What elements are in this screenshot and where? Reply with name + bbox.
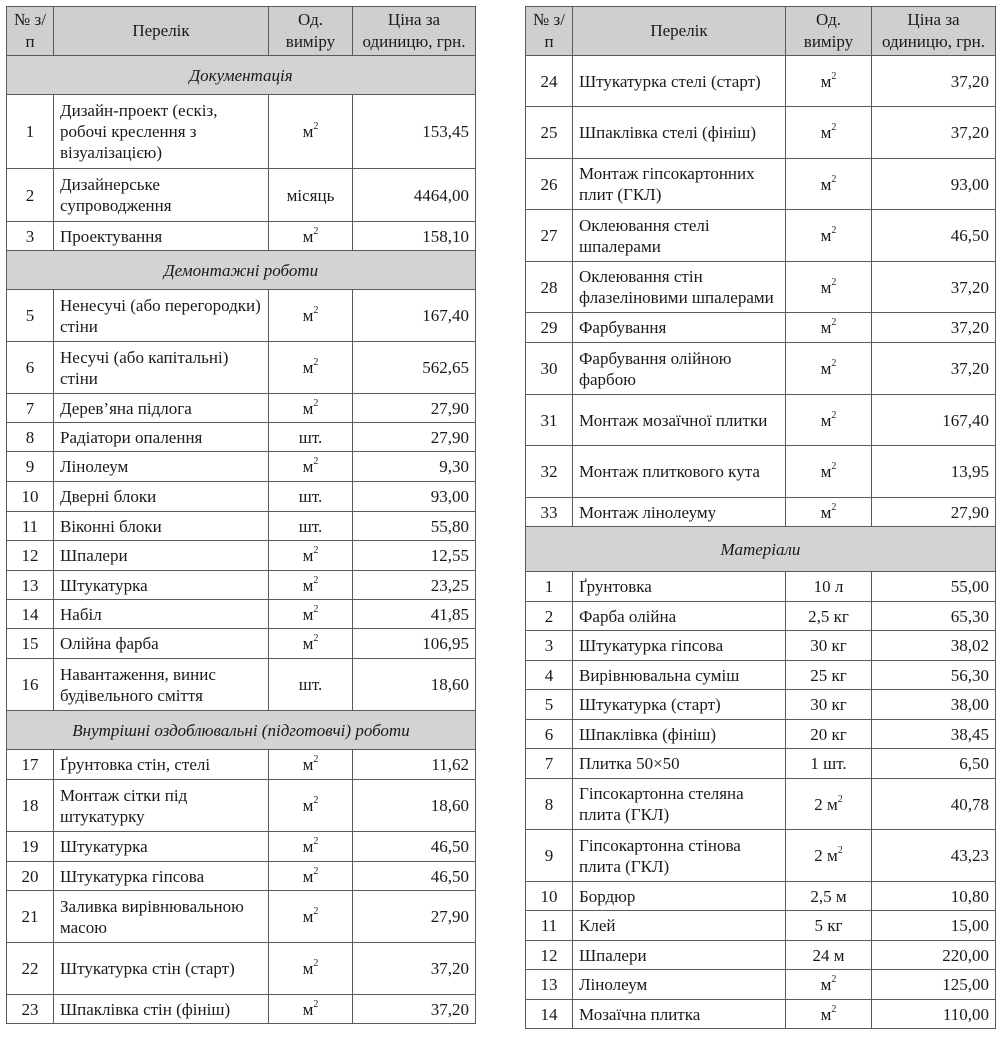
table-row [7, 600, 476, 629]
unit-price: 55,00 [872, 572, 996, 602]
table-row [7, 832, 476, 862]
table-row [7, 95, 476, 169]
row-number: 26 [526, 159, 573, 210]
item-name: Олійна фарба [54, 629, 269, 659]
table-row [7, 290, 476, 342]
unit-of-measure: $м^2$ [786, 970, 872, 1000]
row-number: 8 [526, 779, 573, 830]
table-row [7, 541, 476, 571]
section-title: Демонтажні роботи [7, 251, 476, 290]
item-name: Монтаж гіпсокартонних плит (ГКЛ) [573, 159, 786, 210]
item-name: Штукатурка [54, 571, 269, 600]
item-name: Лінолеум [573, 970, 786, 1000]
item-name: Штукатурка гіпсова [573, 631, 786, 661]
header-number: № з/п [526, 7, 573, 56]
table-row [7, 423, 476, 452]
row-number: 23 [7, 995, 54, 1024]
unit-price: 6,50 [872, 749, 996, 779]
unit-price: 106,95 [353, 629, 476, 659]
row-number: 3 [7, 222, 54, 251]
table-row [526, 446, 996, 498]
unit-price: 12,55 [353, 541, 476, 571]
unit-price: 18,60 [353, 780, 476, 832]
header-unit: Од. виміру [786, 7, 872, 56]
row-number: 9 [7, 452, 54, 482]
unit-price: 27,90 [872, 498, 996, 527]
table-row [526, 56, 996, 107]
item-name: Дверні блоки [54, 482, 269, 512]
item-name: Заливка вирівнювальною масою [54, 891, 269, 943]
row-number: 14 [7, 600, 54, 629]
item-name: Штукатурка гіпсова [54, 862, 269, 891]
unit-price: 46,50 [353, 862, 476, 891]
item-name: Віконні блоки [54, 512, 269, 541]
unit-price: 93,00 [353, 482, 476, 512]
unit-price: 27,90 [353, 423, 476, 452]
unit-price: 27,90 [353, 394, 476, 423]
table-row [526, 749, 996, 779]
section-title: Внутрішні оздоблювальні (підготовчі) роботи [7, 711, 476, 750]
table-row [7, 891, 476, 943]
row-number: 9 [526, 830, 573, 882]
unit-of-measure: 1 шт. [786, 749, 872, 779]
table-header-row [526, 7, 996, 56]
unit-price: 40,78 [872, 779, 996, 830]
unit-price: 27,90 [353, 891, 476, 943]
unit-price: 11,62 [353, 750, 476, 780]
row-number: 7 [7, 394, 54, 423]
unit-of-measure: $м^2$ [786, 1000, 872, 1029]
item-name: Дизайнерське супроводження [54, 169, 269, 222]
unit-price: 38,00 [872, 690, 996, 720]
table-row [526, 159, 996, 210]
row-number: 10 [7, 482, 54, 512]
unit-of-measure: $м^2$ [786, 395, 872, 446]
table-row [7, 780, 476, 832]
header-item-list: Перелік [573, 7, 786, 56]
unit-price: 562,65 [353, 342, 476, 394]
table-row [7, 482, 476, 512]
unit-price: 41,85 [353, 600, 476, 629]
unit-of-measure: 10 л [786, 572, 872, 602]
unit-of-measure: $м^2$ [269, 995, 353, 1024]
item-name: Проектування [54, 222, 269, 251]
section-row [7, 56, 476, 95]
item-name: Навантаження, винис будівельного сміття [54, 659, 269, 711]
unit-of-measure: $м^2$ [269, 394, 353, 423]
row-number: 8 [7, 423, 54, 452]
row-number: 14 [526, 1000, 573, 1029]
unit-of-measure: $м^2$ [786, 446, 872, 498]
row-number: 2 [7, 169, 54, 222]
unit-of-measure: $м^2$ [269, 541, 353, 571]
table-row [526, 970, 996, 1000]
unit-of-measure: 2,5 м [786, 882, 872, 911]
table-row [7, 659, 476, 711]
header-unit: Од. виміру [269, 7, 353, 56]
table-row [526, 631, 996, 661]
table-row [526, 210, 996, 262]
table-row [7, 394, 476, 423]
unit-price: 153,45 [353, 95, 476, 169]
row-number: 33 [526, 498, 573, 527]
item-name: Штукатурка [54, 832, 269, 862]
table-row [526, 395, 996, 446]
item-name: Монтаж сітки під штукатурку [54, 780, 269, 832]
unit-of-measure: $м^2$ [269, 95, 353, 169]
table-row [7, 342, 476, 394]
unit-of-measure: місяць [269, 169, 353, 222]
unit-of-measure: $м^2$ [786, 56, 872, 107]
unit-of-measure: $м^2$ [269, 862, 353, 891]
item-name: Набіл [54, 600, 269, 629]
row-number: 13 [526, 970, 573, 1000]
unit-price: 37,20 [872, 343, 996, 395]
unit-price: 46,50 [872, 210, 996, 262]
unit-of-measure: $м^2$ [786, 313, 872, 343]
table-row [7, 571, 476, 600]
unit-of-measure: 24 м [786, 941, 872, 970]
table-row [7, 750, 476, 780]
unit-of-measure: $м^2$ [269, 629, 353, 659]
unit-of-measure: $м^2$ [269, 943, 353, 995]
unit-of-measure: шт. [269, 482, 353, 512]
unit-of-measure: $м^2$ [269, 290, 353, 342]
row-number: 5 [526, 690, 573, 720]
row-number: 11 [7, 512, 54, 541]
unit-of-measure: $м^2$ [786, 107, 872, 159]
unit-price: 38,02 [872, 631, 996, 661]
table-row [526, 882, 996, 911]
header-number: № з/п [7, 7, 54, 56]
table-row [526, 720, 996, 749]
table-row [526, 941, 996, 970]
table-row [7, 512, 476, 541]
table-row [7, 862, 476, 891]
table-body-left [7, 56, 476, 1024]
item-name: Фарба олійна [573, 602, 786, 631]
item-name: Штукатурка стін (старт) [54, 943, 269, 995]
item-name: Дерев’яна підлога [54, 394, 269, 423]
table-row [526, 690, 996, 720]
unit-price: 56,30 [872, 661, 996, 690]
row-number: 28 [526, 262, 573, 313]
unit-of-measure: 20 кг [786, 720, 872, 749]
unit-price: 46,50 [353, 832, 476, 862]
unit-of-measure: $м^2$ [269, 222, 353, 251]
table-row [526, 911, 996, 941]
item-name: Монтаж плиткового кута [573, 446, 786, 498]
unit-of-measure: 2,5 кг [786, 602, 872, 631]
item-name: Лінолеум [54, 452, 269, 482]
item-name: Ненесучі (або перегородки) стіни [54, 290, 269, 342]
unit-of-measure: шт. [269, 659, 353, 711]
row-number: 3 [526, 631, 573, 661]
table-row [526, 343, 996, 395]
row-number: 11 [526, 911, 573, 941]
item-name: Шпалери [54, 541, 269, 571]
unit-of-measure: $м^2$ [786, 498, 872, 527]
unit-price: 167,40 [872, 395, 996, 446]
unit-price: 10,80 [872, 882, 996, 911]
unit-price: 4464,00 [353, 169, 476, 222]
row-number: 20 [7, 862, 54, 891]
unit-of-measure: шт. [269, 423, 353, 452]
table-row [7, 629, 476, 659]
item-name: Фарбування олійною фарбою [573, 343, 786, 395]
row-number: 5 [7, 290, 54, 342]
row-number: 32 [526, 446, 573, 498]
unit-price: 110,00 [872, 1000, 996, 1029]
unit-price: 37,20 [872, 262, 996, 313]
table-header-row [7, 7, 476, 56]
item-name: Несучі (або капітальні) стіни [54, 342, 269, 394]
item-name: Шпаклівка (фініш) [573, 720, 786, 749]
item-name: Оклеювання стін флазеліновими шпалерами [573, 262, 786, 313]
row-number: 10 [526, 882, 573, 911]
item-name: Клей [573, 911, 786, 941]
unit-of-measure: $м^2$ [269, 600, 353, 629]
unit-price: 93,00 [872, 159, 996, 210]
unit-price: 38,45 [872, 720, 996, 749]
section-row [7, 711, 476, 750]
row-number: 17 [7, 750, 54, 780]
header-item-list: Перелік [54, 7, 269, 56]
table-row [526, 661, 996, 690]
table-body-right [526, 56, 996, 1029]
row-number: 16 [7, 659, 54, 711]
item-name: Штукатурка (старт) [573, 690, 786, 720]
row-number: 6 [7, 342, 54, 394]
unit-of-measure: $м^2$ [269, 891, 353, 943]
table-row [526, 779, 996, 830]
section-title: Документація [7, 56, 476, 95]
unit-of-measure: $м^2$ [269, 452, 353, 482]
row-number: 18 [7, 780, 54, 832]
unit-price: 13,95 [872, 446, 996, 498]
row-number: 19 [7, 832, 54, 862]
item-name: Бордюр [573, 882, 786, 911]
item-name: Радіатори опалення [54, 423, 269, 452]
table-row [526, 313, 996, 343]
unit-price: 18,60 [353, 659, 476, 711]
unit-price: 37,20 [872, 313, 996, 343]
row-number: 31 [526, 395, 573, 446]
item-name: Гіпсокартонна стінова плита (ГКЛ) [573, 830, 786, 882]
item-name: Мозаїчна плитка [573, 1000, 786, 1029]
section-title: Матеріали [526, 527, 996, 572]
row-number: 6 [526, 720, 573, 749]
unit-price: 15,00 [872, 911, 996, 941]
unit-of-measure: 30 кг [786, 690, 872, 720]
unit-price: 37,20 [872, 107, 996, 159]
table-row [7, 452, 476, 482]
unit-of-measure: $м^2$ [269, 832, 353, 862]
item-name: Дизайн-проект (ескіз, робочі креслення з візуалізацією) [54, 95, 269, 169]
section-row [526, 527, 996, 572]
header-unit-price: Ціна за одиницю, грн. [872, 7, 996, 56]
unit-price: 37,20 [872, 56, 996, 107]
item-name: Шпалери [573, 941, 786, 970]
item-name: Ґрунтовка [573, 572, 786, 602]
table-row [7, 222, 476, 251]
price-table-right [525, 6, 996, 1029]
row-number: 21 [7, 891, 54, 943]
row-number: 22 [7, 943, 54, 995]
row-number: 15 [7, 629, 54, 659]
item-name: Монтаж лінолеуму [573, 498, 786, 527]
unit-of-measure: 2 $м^2$ [786, 830, 872, 882]
unit-price: 37,20 [353, 995, 476, 1024]
unit-of-measure: 25 кг [786, 661, 872, 690]
item-name: Гіпсокартонна стеляна плита (ГКЛ) [573, 779, 786, 830]
item-name: Плитка 50×50 [573, 749, 786, 779]
unit-of-measure: $м^2$ [786, 159, 872, 210]
unit-price: 55,80 [353, 512, 476, 541]
row-number: 24 [526, 56, 573, 107]
row-number: 27 [526, 210, 573, 262]
item-name: Ґрунтовка стін, стелі [54, 750, 269, 780]
unit-of-measure: 2 $м^2$ [786, 779, 872, 830]
unit-of-measure: $м^2$ [269, 342, 353, 394]
unit-price: 23,25 [353, 571, 476, 600]
row-number: 29 [526, 313, 573, 343]
table-row [526, 498, 996, 527]
unit-of-measure: $м^2$ [269, 750, 353, 780]
table-row [526, 1000, 996, 1029]
unit-price: 167,40 [353, 290, 476, 342]
unit-of-measure: шт. [269, 512, 353, 541]
row-number: 30 [526, 343, 573, 395]
unit-of-measure: $м^2$ [269, 571, 353, 600]
unit-price: 65,30 [872, 602, 996, 631]
item-name: Штукатурка стелі (старт) [573, 56, 786, 107]
unit-price: 158,10 [353, 222, 476, 251]
table-row [526, 602, 996, 631]
table-row [526, 572, 996, 602]
unit-price: 37,20 [353, 943, 476, 995]
row-number: 12 [7, 541, 54, 571]
table-row [7, 995, 476, 1024]
row-number: 4 [526, 661, 573, 690]
unit-of-measure: $м^2$ [269, 780, 353, 832]
row-number: 25 [526, 107, 573, 159]
item-name: Монтаж мозаїчної плитки [573, 395, 786, 446]
table-row [7, 943, 476, 995]
table-row [526, 830, 996, 882]
table-row [526, 262, 996, 313]
item-name: Шпаклівка стін (фініш) [54, 995, 269, 1024]
unit-of-measure: 5 кг [786, 911, 872, 941]
unit-of-measure: $м^2$ [786, 343, 872, 395]
unit-of-measure: $м^2$ [786, 262, 872, 313]
table-row [526, 107, 996, 159]
unit-price: 125,00 [872, 970, 996, 1000]
row-number: 1 [7, 95, 54, 169]
item-name: Шпаклівка стелі (фініш) [573, 107, 786, 159]
header-unit-price: Ціна за одиницю, грн. [353, 7, 476, 56]
price-table-left [6, 6, 476, 1024]
unit-price: 9,30 [353, 452, 476, 482]
item-name: Фарбування [573, 313, 786, 343]
row-number: 7 [526, 749, 573, 779]
table-row [7, 169, 476, 222]
row-number: 12 [526, 941, 573, 970]
section-row [7, 251, 476, 290]
row-number: 13 [7, 571, 54, 600]
item-name: Вирівнювальна суміш [573, 661, 786, 690]
unit-of-measure: $м^2$ [786, 210, 872, 262]
unit-price: 220,00 [872, 941, 996, 970]
row-number: 2 [526, 602, 573, 631]
unit-price: 43,23 [872, 830, 996, 882]
item-name: Оклеювання стелі шпалерами [573, 210, 786, 262]
unit-of-measure: 30 кг [786, 631, 872, 661]
row-number: 1 [526, 572, 573, 602]
